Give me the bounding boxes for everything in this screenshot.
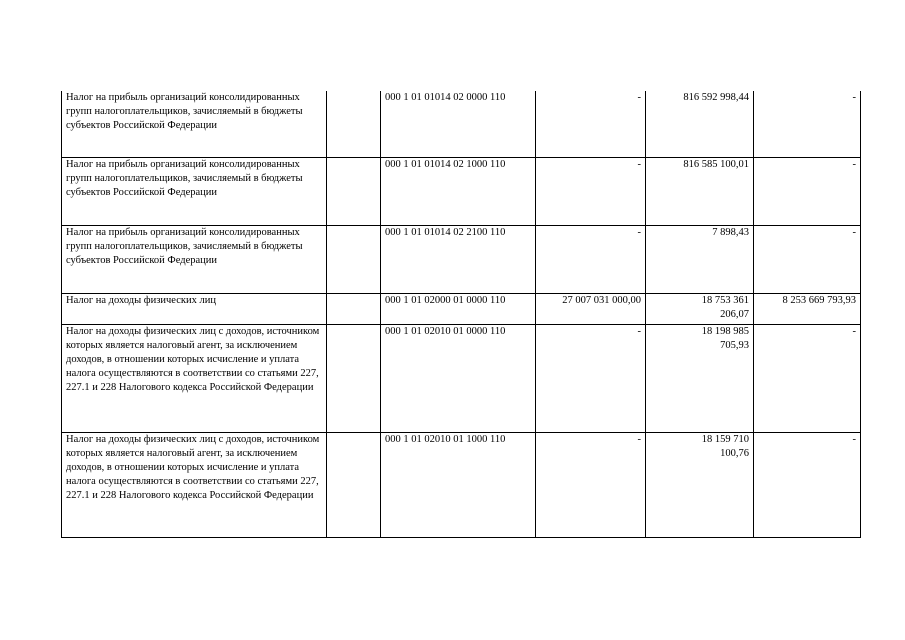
table-row (62, 293, 861, 324)
budget-code-cell: 000 1 01 01014 02 2100 110 (381, 225, 536, 293)
blank-cell (327, 324, 381, 432)
approved-amount-cell: - (536, 432, 646, 537)
unexecuted-amount-cell: - (754, 91, 861, 157)
table-row (62, 432, 861, 537)
budget-code-cell: 000 1 01 01014 02 1000 110 (381, 157, 536, 225)
blank-cell (327, 91, 381, 157)
revenue-name-cell: Налог на прибыль организаций консолидированных групп налогоплательщиков, зачисляемый в бюджеты субъектов Российской Федерации (62, 157, 327, 225)
revenue-name-cell: Налог на доходы физических лиц (62, 293, 327, 324)
table-row (62, 91, 861, 157)
blank-cell (327, 293, 381, 324)
executed-amount-cell: 18 198 985 705,93 (646, 324, 754, 432)
budget-code-cell: 000 1 01 02010 01 0000 110 (381, 324, 536, 432)
budget-revenue-table (61, 91, 861, 538)
unexecuted-amount-cell: - (754, 157, 861, 225)
blank-cell (327, 225, 381, 293)
unexecuted-amount-cell: - (754, 324, 861, 432)
executed-amount-cell: 816 592 998,44 (646, 91, 754, 157)
executed-amount-cell: 816 585 100,01 (646, 157, 754, 225)
revenue-name-cell: Налог на прибыль организаций консолидированных групп налогоплательщиков, зачисляемый в бюджеты субъектов Российской Федерации (62, 225, 327, 293)
executed-amount-cell: 18 753 361 206,07 (646, 293, 754, 324)
budget-code-cell: 000 1 01 02000 01 0000 110 (381, 293, 536, 324)
executed-amount-cell: 18 159 710 100,76 (646, 432, 754, 537)
approved-amount-cell: 27 007 031 000,00 (536, 293, 646, 324)
revenue-name-cell: Налог на прибыль организаций консолидированных групп налогоплательщиков, зачисляемый в бюджеты субъектов Российской Федерации (62, 91, 327, 157)
blank-cell (327, 157, 381, 225)
unexecuted-amount-cell: - (754, 432, 861, 537)
executed-amount-cell: 7 898,43 (646, 225, 754, 293)
unexecuted-amount-cell: - (754, 225, 861, 293)
table-row (62, 225, 861, 293)
unexecuted-amount-cell: 8 253 669 793,93 (754, 293, 861, 324)
revenue-name-cell: Налог на доходы физических лиц с доходов, источником которых является налоговый агент, за исключением доходов, в отношении которых исчисление и уплата налога осуществляются в соответствии со статьями 227, 227.1 и 228 Налогового кодекса Российской Федерации (62, 432, 327, 537)
revenue-name-cell: Налог на доходы физических лиц с доходов, источником которых является налоговый агент, за исключением доходов, в отношении которых исчисление и уплата налога осуществляются в соответствии со статьями 227, 227.1 и 228 Налогового кодекса Российской Федерации (62, 324, 327, 432)
approved-amount-cell: - (536, 225, 646, 293)
budget-code-cell: 000 1 01 02010 01 1000 110 (381, 432, 536, 537)
table-row (62, 324, 861, 432)
approved-amount-cell: - (536, 324, 646, 432)
blank-cell (327, 432, 381, 537)
budget-code-cell: 000 1 01 01014 02 0000 110 (381, 91, 536, 157)
approved-amount-cell: - (536, 91, 646, 157)
table-row (62, 157, 861, 225)
approved-amount-cell: - (536, 157, 646, 225)
